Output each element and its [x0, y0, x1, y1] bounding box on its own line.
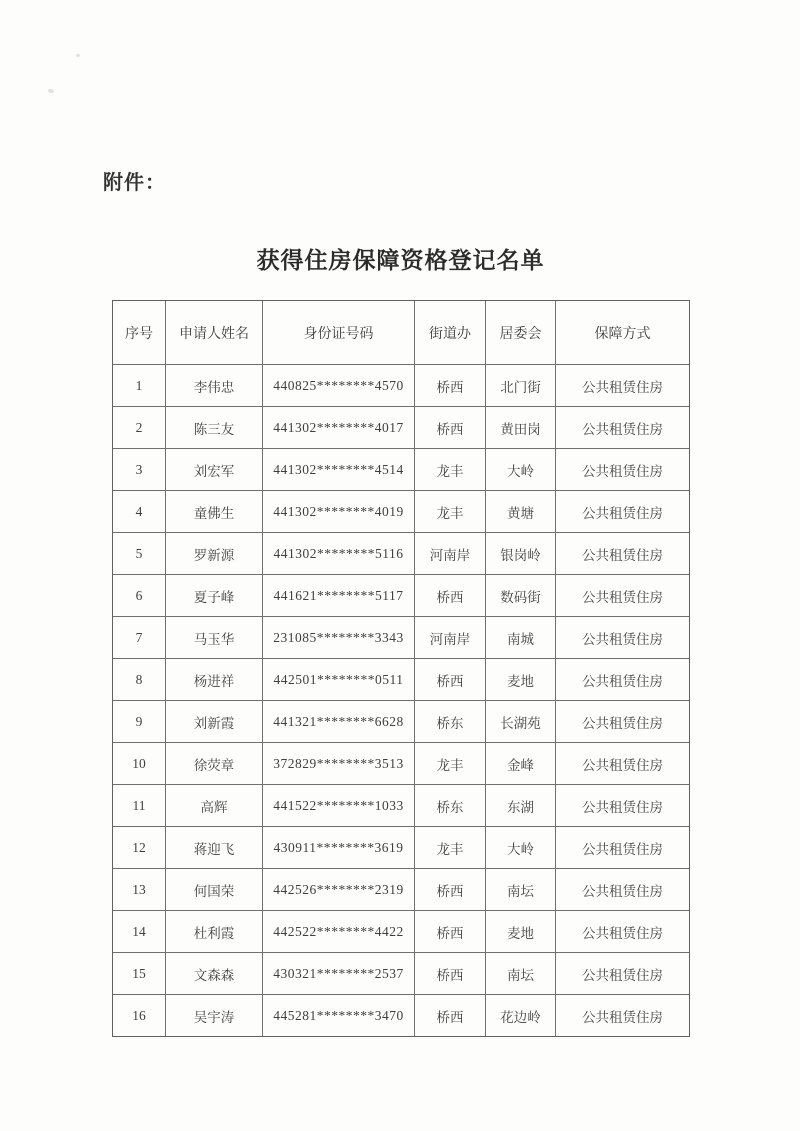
cell-method: 公共租赁住房 [556, 449, 690, 491]
cell-index: 6 [113, 575, 166, 617]
cell-id-number: 442526********2319 [263, 869, 415, 911]
cell-street: 桥东 [415, 701, 486, 743]
cell-id-number: 441321********6628 [263, 701, 415, 743]
cell-name: 刘新霞 [166, 701, 263, 743]
cell-committee: 大岭 [486, 449, 556, 491]
cell-name: 文森森 [166, 953, 263, 995]
cell-name: 徐荧章 [166, 743, 263, 785]
table-row [113, 827, 690, 869]
cell-index: 10 [113, 743, 166, 785]
cell-street: 桥东 [415, 785, 486, 827]
page-title: 获得住房保障资格登记名单 [256, 248, 545, 273]
cell-committee: 南城 [486, 617, 556, 659]
cell-method: 公共租赁住房 [556, 911, 690, 953]
cell-method: 公共租赁住房 [556, 407, 690, 449]
table-row [113, 659, 690, 701]
cell-method: 公共租赁住房 [556, 575, 690, 617]
cell-id-number: 430911********3619 [263, 827, 415, 869]
cell-index: 5 [113, 533, 166, 575]
table-row [113, 575, 690, 617]
table-body [113, 365, 690, 1037]
column-header-committee: 居委会 [486, 301, 556, 365]
table-row [113, 533, 690, 575]
cell-street: 桥西 [415, 869, 486, 911]
cell-committee: 南坛 [486, 953, 556, 995]
cell-id-number: 441302********4514 [263, 449, 415, 491]
cell-id-number: 445281********3470 [263, 995, 415, 1037]
cell-method: 公共租赁住房 [556, 701, 690, 743]
table-row [113, 953, 690, 995]
cell-street: 龙丰 [415, 743, 486, 785]
cell-committee: 东湖 [486, 785, 556, 827]
table-row [113, 449, 690, 491]
cell-method: 公共租赁住房 [556, 617, 690, 659]
cell-committee: 数码街 [486, 575, 556, 617]
cell-index: 7 [113, 617, 166, 659]
cell-committee: 南坛 [486, 869, 556, 911]
cell-method: 公共租赁住房 [556, 785, 690, 827]
cell-street: 桥西 [415, 911, 486, 953]
table-row [113, 407, 690, 449]
cell-committee: 长湖苑 [486, 701, 556, 743]
column-header-street: 街道办 [415, 301, 486, 365]
cell-index: 12 [113, 827, 166, 869]
cell-method: 公共租赁住房 [556, 491, 690, 533]
cell-committee: 大岭 [486, 827, 556, 869]
cell-name: 马玉华 [166, 617, 263, 659]
column-header-index: 序号 [113, 301, 166, 365]
table-row [113, 785, 690, 827]
cell-id-number: 372829********3513 [263, 743, 415, 785]
cell-id-number: 441522********1033 [263, 785, 415, 827]
cell-name: 夏子峰 [166, 575, 263, 617]
cell-name: 杨进祥 [166, 659, 263, 701]
column-header-id-number: 身份证号码 [263, 301, 415, 365]
cell-index: 15 [113, 953, 166, 995]
cell-name: 罗新源 [166, 533, 263, 575]
cell-committee: 麦地 [486, 911, 556, 953]
cell-committee: 银岗岭 [486, 533, 556, 575]
cell-committee: 黄田岗 [486, 407, 556, 449]
cell-index: 9 [113, 701, 166, 743]
cell-id-number: 441621********5117 [263, 575, 415, 617]
cell-method: 公共租赁住房 [556, 995, 690, 1037]
cell-street: 桥西 [415, 995, 486, 1037]
table-row [113, 617, 690, 659]
cell-street: 龙丰 [415, 449, 486, 491]
table-row [113, 365, 690, 407]
cell-street: 桥西 [415, 953, 486, 995]
cell-name: 童佛生 [166, 491, 263, 533]
table-row [113, 743, 690, 785]
cell-name: 李伟忠 [166, 365, 263, 407]
cell-index: 11 [113, 785, 166, 827]
cell-index: 13 [113, 869, 166, 911]
table-header [113, 301, 690, 365]
cell-committee: 花边岭 [486, 995, 556, 1037]
cell-id-number: 442501********0511 [263, 659, 415, 701]
cell-committee: 金峰 [486, 743, 556, 785]
cell-committee: 北门街 [486, 365, 556, 407]
column-header-method: 保障方式 [556, 301, 690, 365]
scan-artifact [76, 54, 80, 57]
table-header-row [113, 301, 690, 365]
table-row [113, 701, 690, 743]
cell-street: 桥西 [415, 407, 486, 449]
cell-method: 公共租赁住房 [556, 827, 690, 869]
cell-index: 14 [113, 911, 166, 953]
cell-street: 桥西 [415, 659, 486, 701]
cell-method: 公共租赁住房 [556, 743, 690, 785]
cell-index: 3 [113, 449, 166, 491]
cell-name: 陈三友 [166, 407, 263, 449]
table-row [113, 911, 690, 953]
cell-index: 16 [113, 995, 166, 1037]
cell-committee: 黄塘 [486, 491, 556, 533]
cell-method: 公共租赁住房 [556, 533, 690, 575]
cell-id-number: 441302********4017 [263, 407, 415, 449]
cell-index: 2 [113, 407, 166, 449]
cell-street: 龙丰 [415, 491, 486, 533]
table-row [113, 491, 690, 533]
column-header-name: 申请人姓名 [166, 301, 263, 365]
cell-id-number: 441302********4019 [263, 491, 415, 533]
cell-index: 1 [113, 365, 166, 407]
attachment-label: 附件： [103, 172, 166, 194]
cell-street: 桥西 [415, 575, 486, 617]
cell-committee: 麦地 [486, 659, 556, 701]
cell-method: 公共租赁住房 [556, 869, 690, 911]
cell-id-number: 440825********4570 [263, 365, 415, 407]
cell-name: 高辉 [166, 785, 263, 827]
scan-artifact [47, 88, 54, 94]
cell-method: 公共租赁住房 [556, 659, 690, 701]
cell-id-number: 441302********5116 [263, 533, 415, 575]
cell-name: 蒋迎飞 [166, 827, 263, 869]
cell-index: 8 [113, 659, 166, 701]
housing-roster-table [112, 300, 690, 1037]
table-row [113, 869, 690, 911]
cell-index: 4 [113, 491, 166, 533]
cell-method: 公共租赁住房 [556, 953, 690, 995]
cell-name: 杜利霞 [166, 911, 263, 953]
cell-method: 公共租赁住房 [556, 365, 690, 407]
cell-name: 何国荣 [166, 869, 263, 911]
cell-street: 龙丰 [415, 827, 486, 869]
cell-id-number: 442522********4422 [263, 911, 415, 953]
cell-name: 吴宇涛 [166, 995, 263, 1037]
cell-street: 河南岸 [415, 617, 486, 659]
cell-id-number: 231085********3343 [263, 617, 415, 659]
cell-street: 桥西 [415, 365, 486, 407]
cell-id-number: 430321********2537 [263, 953, 415, 995]
table-row [113, 995, 690, 1037]
cell-name: 刘宏军 [166, 449, 263, 491]
cell-street: 河南岸 [415, 533, 486, 575]
